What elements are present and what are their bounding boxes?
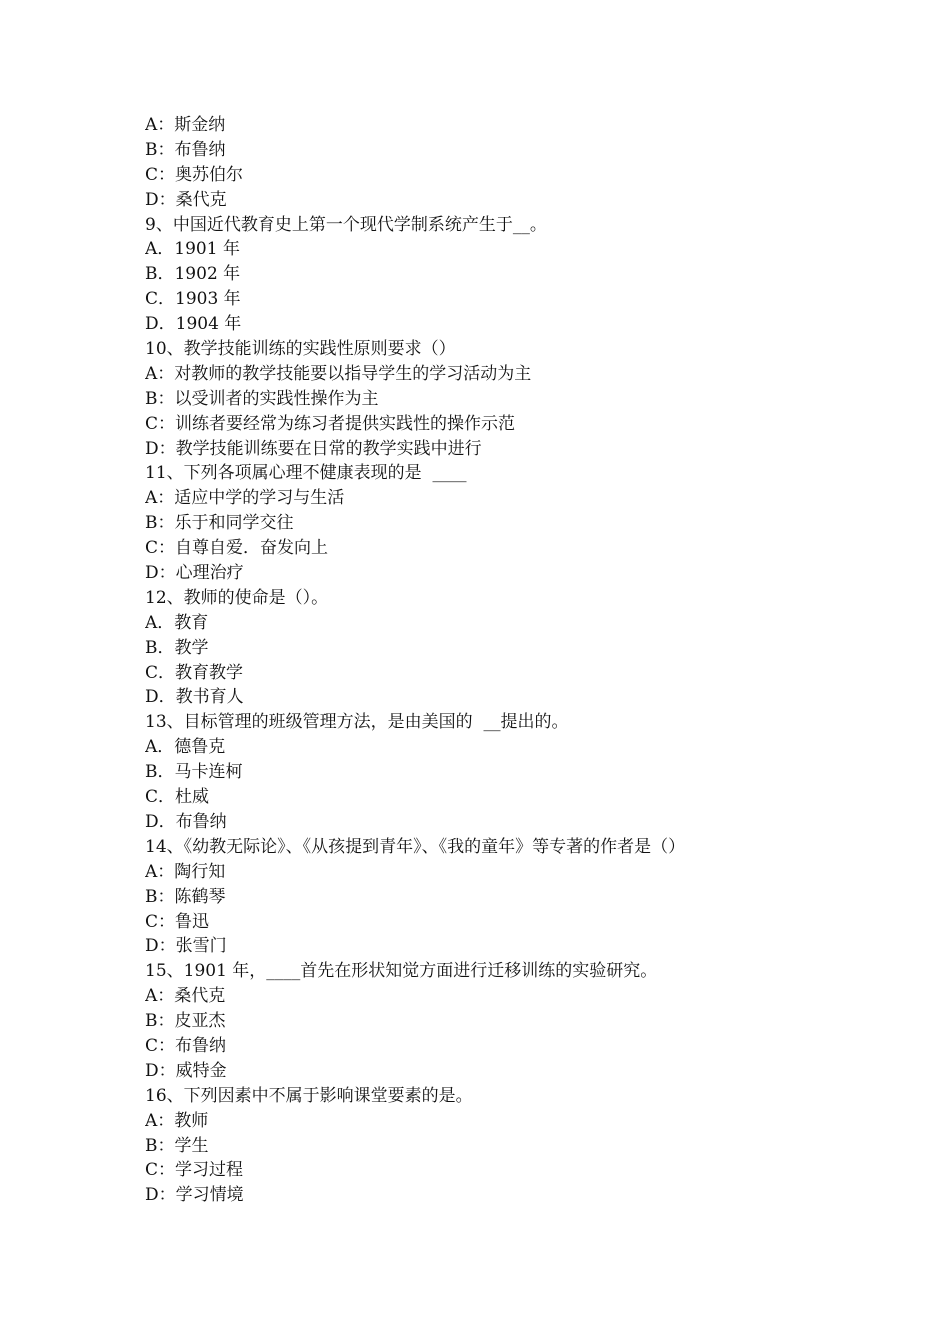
option-a: A．教育 [145, 612, 209, 633]
option-c: C：布鲁纳 [145, 1035, 227, 1056]
question-9: 9、中国近代教育史上第一个现代学制系统产生于__。 [145, 214, 547, 235]
option-a: A：桑代克 [145, 986, 226, 1007]
option-d: D．教书育人 [145, 687, 244, 708]
option-d: D：威特金 [145, 1060, 227, 1081]
question-15: 15、1901 年，____首先在形状知觉方面进行迁移训练的实验研究。 [145, 961, 658, 982]
option-c: C：鲁迅 [145, 911, 210, 932]
option-d: D．1904 年 [145, 314, 242, 335]
option-a: A：教师 [145, 1110, 209, 1131]
option-c: C．教育教学 [145, 662, 244, 683]
option-b: B．1902 年 [145, 264, 241, 285]
question-10: 10、教学技能训练的实践性原则要求（） [145, 339, 456, 360]
option-b: B：陈鹤琴 [145, 886, 226, 907]
option-b: B．马卡连柯 [145, 762, 243, 783]
option-a: A：斯金纳 [145, 115, 226, 135]
option-b: B：以受训者的实践性操作为主 [145, 388, 379, 409]
question-16: 16、下列因素中不属于影响课堂要素的是。 [145, 1085, 473, 1106]
option-d: D：张雪门 [145, 936, 227, 957]
question-13: 13、目标管理的班级管理方法，是由美国的 __提出的。 [145, 712, 569, 733]
option-a: A：对教师的教学技能要以指导学生的学习活动为主 [145, 363, 532, 384]
option-b: B：皮亚杰 [145, 1011, 226, 1032]
option-c: C：学习过程 [145, 1160, 244, 1181]
option-a: A：陶行知 [145, 861, 226, 882]
option-c: C．1903 年 [145, 289, 241, 310]
document-page [145, 113, 905, 1208]
option-d: D：桑代克 [145, 189, 227, 210]
option-b: B：乐于和同学交往 [145, 513, 294, 534]
option-a: A．1901 年 [145, 239, 240, 260]
option-d: D：学习情境 [145, 1185, 244, 1206]
option-c: C：奥苏伯尔 [145, 164, 244, 185]
option-c: C．杜威 [145, 787, 210, 808]
option-b: B：布鲁纳 [145, 139, 226, 160]
option-a: A：适应中学的学习与生活 [145, 488, 345, 509]
option-a: A．德鲁克 [145, 737, 226, 758]
option-d: D：教学技能训练要在日常的教学实践中进行 [145, 438, 482, 459]
question-14: 14、《幼教无际论》、《从孩提到青年》、《我的童年》等专著的作者是（） [145, 836, 686, 857]
option-d: D：心理治疗 [145, 563, 244, 584]
option-c: C：自尊自爱．奋发向上 [145, 538, 329, 559]
option-b: B．教学 [145, 637, 209, 658]
option-c: C：训练者要经常为练习者提供实践性的操作示范 [145, 413, 516, 434]
option-d: D．布鲁纳 [145, 811, 227, 832]
option-b: B：学生 [145, 1135, 209, 1156]
question-12: 12、教师的使命是（）。 [145, 587, 329, 608]
question-11: 11、下列各项属心理不健康表现的是 ____ [145, 463, 467, 484]
